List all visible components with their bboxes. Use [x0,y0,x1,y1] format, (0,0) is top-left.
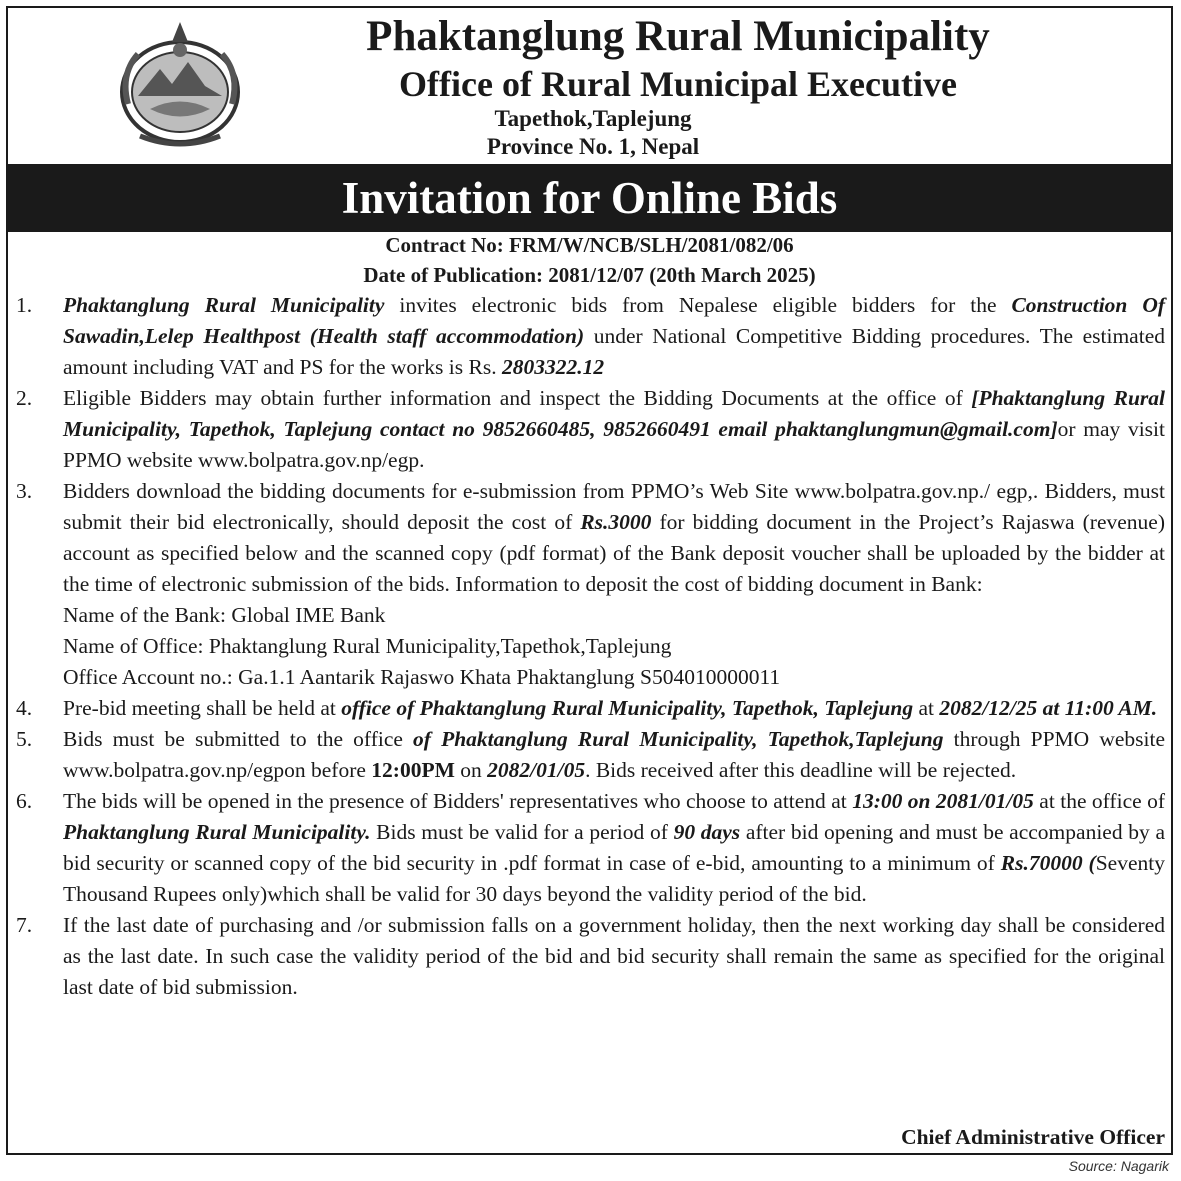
item-text: If the last date of purchasing and /or submission falls on a government holiday, then the next working day shall be considered as the last date. In such case the validity period of the bid and bid security shall remain the same as specified for the original last date of bid submission. [63,913,1165,999]
bank-account-number: Office Account no.: Ga.1.1 Aantarik Rajaswo Khata Phaktanglung S504010000011 [63,665,781,689]
item-text: Bids must be submitted to the office [63,727,414,751]
signatory-title: Chief Administrative Officer [901,1125,1165,1149]
publication-date: Date of Publication: 2081/12/07 (20th March 2025) [363,263,816,287]
item-text: 13:00 on 2081/01/05 [852,789,1034,813]
item-text: at the office of [1033,789,1165,813]
list-item [8,476,1171,693]
contract-number: Contract No: FRM/W/NCB/SLH/2081/082/06 [385,233,794,257]
list-item [8,724,1171,786]
bank-name: Name of the Bank: Global IME Bank [63,603,386,627]
item-number: 3. [16,479,33,503]
notice [6,6,1173,1155]
notice-title-banner: Invitation for Online Bids [8,164,1171,232]
notice-header [8,8,1171,164]
list-item [8,693,1171,724]
item-text: under National Competitive Bidding procedures. The estimated amount including VAT and PS for the works is Rs. [63,324,1165,379]
address-line-1: Tapethok,Taplejung [494,106,692,131]
item-text: Seventy Thousand Rupees only)which shall be valid for 30 days beyond the validity period of the bid. [63,851,1165,906]
item-text: Rs.70000 ( [1000,851,1096,875]
org-name: Phaktanglung Rural Municipality [366,13,990,60]
item-number: 5. [16,727,33,751]
list-item [8,910,1171,1003]
bid-terms-list [8,290,1171,1003]
source-credit: Source: Nagarik [1068,1158,1169,1174]
item-text: Rs.3000 [580,510,652,534]
item-text: Bids must be valid for a period of [370,820,674,844]
item-text: Phaktanglung Rural Municipality. [63,820,371,844]
item-text: Bidders download the bidding documents for e-submission from PPMO’s Web Site www.bolpatra.gov.np./ egp,. Bidders, must submit their bid electronically, should deposit the cost of [63,479,1165,534]
item-text: Phaktanglung Rural Municipality [63,293,385,317]
item-number: 1. [16,293,33,317]
item-text: office of Phaktanglung Rural Municipality, Tapethok, Taplejung [341,696,914,720]
item-text: Eligible Bidders may obtain further information and inspect the Bidding Documents at the office of [63,386,972,410]
item-text: for bidding document in the Project’s Rajaswa (revenue) account as specified below and the scanned copy (pdf format) of the Bank deposit voucher shall be uploaded by the bidder at the time of electronic submission of the bids. Information to deposit the cost of bidding document in Bank: [63,510,1165,596]
item-text: of Phaktanglung Rural Municipality, Tapethok,Taplejung [413,727,944,751]
item-text: on [454,758,488,782]
item-text: 2803322.12 [501,355,605,379]
item-text: or may visit PPMO website www.bolpatra.gov.np/egp. [63,417,1165,472]
item-text: through PPMO website www.bolpatra.gov.np/egpon before [63,727,1165,782]
item-number: 2. [16,386,33,410]
item-number: 6. [16,789,33,813]
item-text: invites electronic bids from Nepalese eligible bidders for the [384,293,1012,317]
list-item [8,786,1171,910]
item-text: 12:00PM [371,758,455,782]
item-text: . Bids received after this deadline will be rejected. [585,758,1017,782]
item-text: Pre-bid meeting shall be held at [63,696,342,720]
item-text: 2082/01/05 [487,758,586,782]
item-text: 90 days [673,820,741,844]
office-name: Office of Rural Municipal Executive [399,64,957,104]
item-text: Construction Of Sawadin,Lelep Healthpost (Health staff accommodation) [63,293,1166,348]
item-text: after bid opening and must be accompanied by a bid security or scanned copy of the bid security in .pdf format in case of e-bid, amounting to a minimum of [63,820,1165,875]
list-item [8,290,1171,383]
item-number: 4. [16,696,33,720]
item-text: The bids will be opened in the presence of Bidders' representatives who choose to attend at [63,789,853,813]
item-text: at [913,696,940,720]
address-line-2: Province No. 1, Nepal [486,134,700,159]
bank-office-name: Name of Office: Phaktanglung Rural Municipality,Tapethok,Taplejung [63,634,672,658]
item-number: 7. [16,913,33,937]
list-item [8,383,1171,476]
item-text: 2082/12/25 at 11:00 AM. [939,696,1158,720]
contact-details: [Phaktanglung Rural Municipality, Tapethok, Taplejung contact no 9852660485, 9852660491 email phaktanglungmun@gmail.com] [63,386,1166,441]
